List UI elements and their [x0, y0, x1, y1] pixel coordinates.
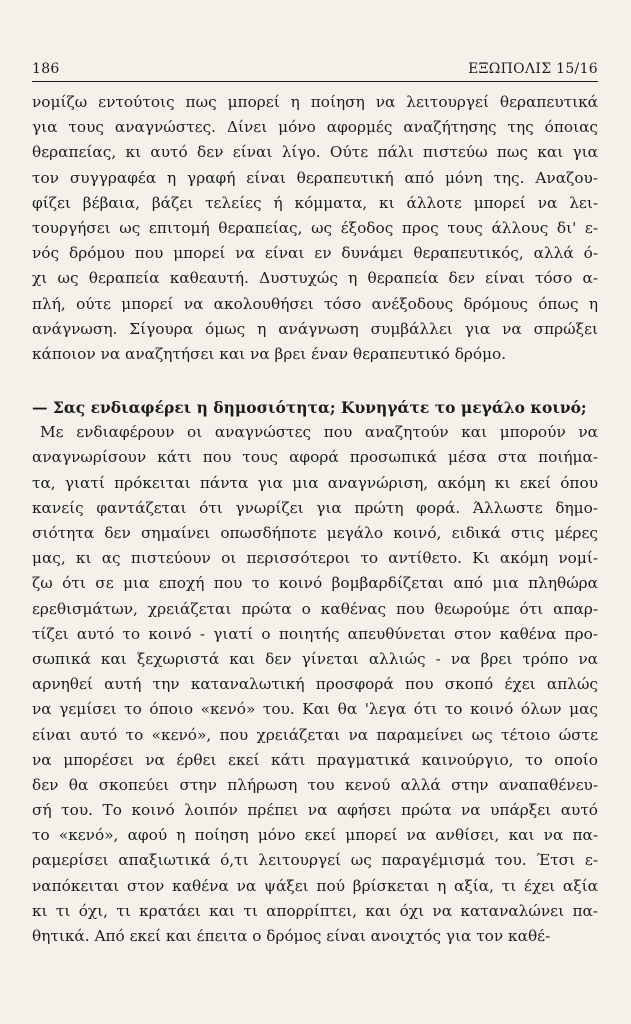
text-line: σωπικά και ξεχωριστά και δεν γίνεται αλλιώς - να βρει τρόπο να	[32, 649, 598, 668]
text-line: τα, γιατί πρόκειται πάντα για μια αναγνώριση, ακόμη κι εκεί όπου	[32, 473, 598, 492]
text-line: κανείς φαντάζεται ότι γνωρίζει για πρώτη φορά. Άλλωστε δημο-	[32, 498, 598, 517]
paragraph-1	[32, 90, 598, 367]
interview-question: — Σας ενδιαφέρει η δημοσιότητα; Κυνηγάτε το μεγάλο κοινό;	[32, 398, 587, 418]
text-line: ναπόκειται στον καθένα να ψάξει πού βρίσκεται η αξία, τι έχει αξία	[32, 876, 598, 895]
text-line: να μπορέσει να έρθει εκεί κάτι πραγματικά καινούργιο, το οποίο	[32, 750, 598, 769]
text-line: νός δρόμου που μπορεί να είναι εν δυνάμει θεραπευτικός, αλλά ό-	[32, 244, 598, 263]
text-line: χι ως θεραπεία καθεαυτή. Δυστυχώς η θεραπεία δεν είναι τόσο α-	[32, 269, 598, 288]
text-line: θητικά. Από εκεί και έπειτα ο δρόμος είναι ανοιχτός για τον καθέ-	[32, 927, 551, 945]
text-line: φίζει βέβαια, βάζει τελείες ή κόμματα, κι άλλοτε μπορεί να λει-	[32, 193, 598, 212]
text-line: ανάγνωση. Σίγουρα όμως η ανάγνωση συμβάλλει για να σπρώξει	[32, 319, 598, 338]
text-line: Με ενδιαφέρουν οι αναγνώστες που αναζητούν και μπορούν να	[40, 423, 598, 442]
text-line: ραμερίσει απαξιωτικά ό,τι λειτουργεί ως παραγέμισμά του. Έτσι ε-	[32, 851, 598, 870]
running-header	[32, 60, 598, 82]
text-line: ερεθισμάτων, χρειάζεται πρώτα ο καθένας που θεωρούμε ότι απαρ-	[32, 599, 598, 618]
page-number: 186	[32, 61, 60, 77]
body-text	[32, 90, 598, 949]
text-line: θεραπείας, κι αυτό δεν είναι λίγο. Ούτε πάλι πιστεύω πως και για	[32, 143, 598, 162]
text-line: νομίζω εντούτοις πως μπορεί η ποίηση να λειτουργεί θεραπευτικά	[32, 93, 598, 111]
paragraph-gap	[32, 367, 598, 395]
text-line: το «κενό», αφού η ποίηση μόνο εκεί μπορεί να ανθίσει, και να πα-	[32, 826, 598, 845]
text-line: τουργήσει ως επιτομή θεραπείας, ως έξοδος προς τους άλλους δι' ε-	[32, 218, 598, 237]
text-line: να γεμίσει το όποιο «κενό» του. Και θα 'λεγα ότι το κοινό όλων μας	[32, 700, 598, 719]
text-line: τίζει αυτό το κοινό - γιατί ο ποιητής απευθύνεται στον καθένα προ-	[32, 624, 598, 643]
text-line: είναι αυτό το «κενό», που χρειάζεται να παραμείνει ως τέτοιο ώστε	[32, 725, 598, 744]
text-line: αρνηθεί αυτή την καταναλωτική προσφορά που σκοπό έχει απλώς	[32, 675, 598, 694]
journal-title: ΕΞΩΠΟΛΙΣ 15/16	[468, 61, 598, 77]
book-page	[32, 60, 598, 949]
text-line: ζω ότι σε μια εποχή που το κοινό βομβαρδίζεται από μια πληθώρα	[32, 574, 598, 593]
text-line: κι τι όχι, τι κρατάει και τι απορρίπτει, και όχι να καταναλώνει πα-	[32, 901, 598, 920]
text-line: τον συγγραφέα η γραφή είναι θεραπευτική από μόνη της. Αναζου-	[32, 168, 598, 187]
text-line: κάποιον να αναζητήσει και να βρει έναν θεραπευτικό δρόμο.	[32, 344, 507, 363]
text-line: σιότητα δεν σημαίνει οπωσδήποτε μεγάλο κοινό, ειδικά στις μέρες	[32, 524, 598, 542]
text-line: πλή, ούτε μπορεί να ακολουθήσει τόσο ανέξοδους δρόμους όπως η	[32, 294, 598, 313]
text-line: μας, κι ας πιστεύουν οι περισσότεροι το αντίθετο. Κι ακόμη νομί-	[32, 549, 598, 568]
text-line: δεν θα σκοπεύει στην πλήρωση του κενού αλλά στην αναπαθένευ-	[32, 775, 598, 794]
paragraph-2	[32, 420, 598, 949]
text-line: σή του. Το κοινό λοιπόν πρέπει να αφήσει πρώτα να υπάρξει αυτό	[32, 801, 598, 820]
text-line: για τους αναγνώστες. Δίνει μόνο αφορμές αναζήτησης της όποιας	[32, 118, 598, 137]
text-line: αναγνωρίσουν κάτι που τους αφορά προσωπικά μέσα στα ποιήμα-	[32, 448, 598, 467]
